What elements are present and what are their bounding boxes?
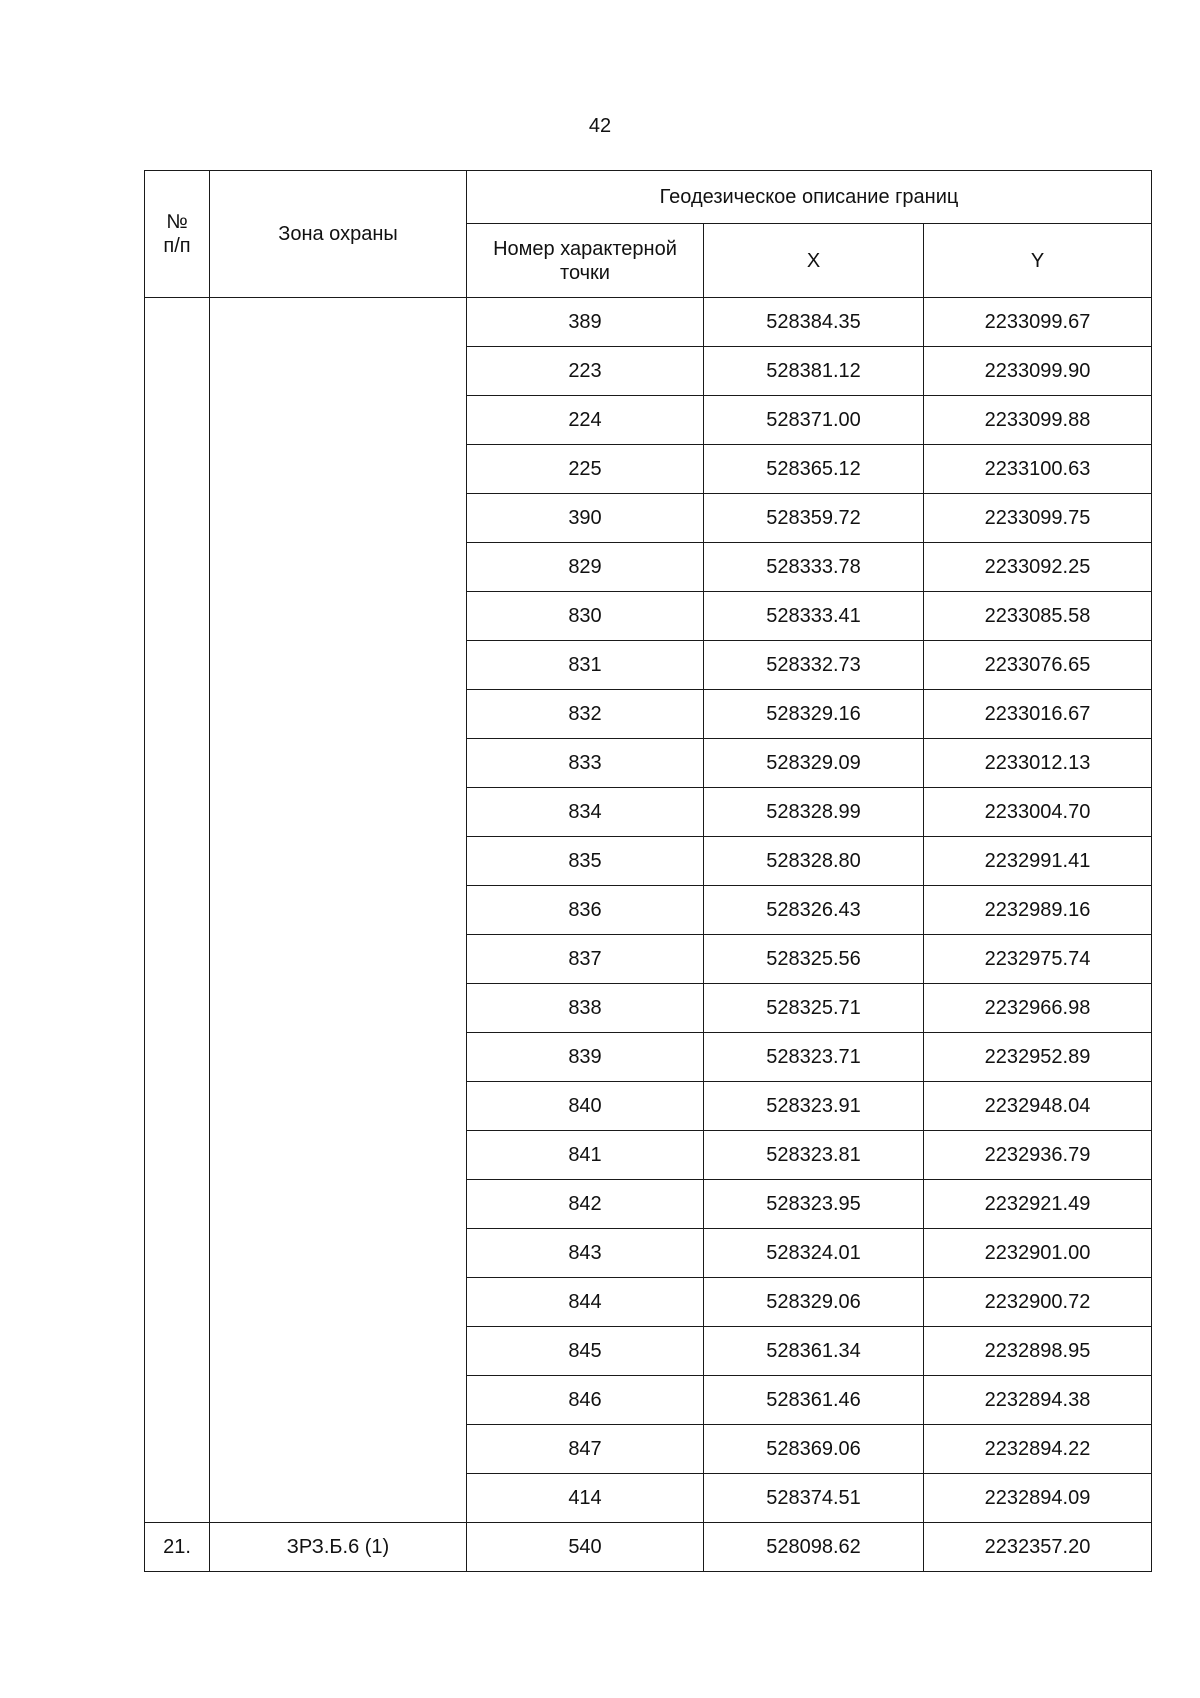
y-coordinate-cell: 2232936.79 xyxy=(924,1131,1152,1180)
point-number-cell: 843 xyxy=(467,1229,704,1278)
x-coordinate-cell: 528333.41 xyxy=(704,592,924,641)
y-coordinate-cell: 2232894.38 xyxy=(924,1376,1152,1425)
y-coordinate-cell: 2233012.13 xyxy=(924,739,1152,788)
header-y: Y xyxy=(924,224,1152,298)
y-coordinate-cell: 2232989.16 xyxy=(924,886,1152,935)
point-number-cell: 842 xyxy=(467,1180,704,1229)
x-coordinate-cell: 528098.62 xyxy=(704,1523,924,1572)
y-coordinate-cell: 2233099.90 xyxy=(924,347,1152,396)
header-point-number: Номер характерной точки xyxy=(467,224,704,298)
header-protection-zone: Зона охраны xyxy=(210,171,467,298)
y-coordinate-cell: 2233099.88 xyxy=(924,396,1152,445)
point-number-cell: 829 xyxy=(467,543,704,592)
x-coordinate-cell: 528329.09 xyxy=(704,739,924,788)
x-coordinate-cell: 528323.71 xyxy=(704,1033,924,1082)
y-coordinate-cell: 2232975.74 xyxy=(924,935,1152,984)
header-row-number: № п/п xyxy=(145,171,210,298)
y-coordinate-cell: 2233099.67 xyxy=(924,298,1152,347)
y-coordinate-cell: 2233004.70 xyxy=(924,788,1152,837)
y-coordinate-cell: 2232894.09 xyxy=(924,1474,1152,1523)
x-coordinate-cell: 528374.51 xyxy=(704,1474,924,1523)
table-body xyxy=(145,298,1152,1572)
y-coordinate-cell: 2232991.41 xyxy=(924,837,1152,886)
x-coordinate-cell: 528359.72 xyxy=(704,494,924,543)
point-number-cell: 841 xyxy=(467,1131,704,1180)
point-number-cell: 414 xyxy=(467,1474,704,1523)
x-coordinate-cell: 528329.16 xyxy=(704,690,924,739)
point-number-cell: 835 xyxy=(467,837,704,886)
point-number-cell: 224 xyxy=(467,396,704,445)
y-coordinate-cell: 2233092.25 xyxy=(924,543,1152,592)
y-coordinate-cell: 2233076.65 xyxy=(924,641,1152,690)
boundary-coordinates-table xyxy=(144,170,1152,1572)
x-coordinate-cell: 528361.46 xyxy=(704,1376,924,1425)
y-coordinate-cell: 2233099.75 xyxy=(924,494,1152,543)
x-coordinate-cell: 528361.34 xyxy=(704,1327,924,1376)
x-coordinate-cell: 528326.43 xyxy=(704,886,924,935)
page-number: 42 xyxy=(588,115,612,137)
point-number-cell: 223 xyxy=(467,347,704,396)
y-coordinate-cell: 2233085.58 xyxy=(924,592,1152,641)
point-number-cell: 836 xyxy=(467,886,704,935)
y-coordinate-cell: 2233100.63 xyxy=(924,445,1152,494)
y-coordinate-cell: 2232894.22 xyxy=(924,1425,1152,1474)
x-coordinate-cell: 528329.06 xyxy=(704,1278,924,1327)
x-coordinate-cell: 528365.12 xyxy=(704,445,924,494)
x-coordinate-cell: 528323.95 xyxy=(704,1180,924,1229)
point-number-cell: 390 xyxy=(467,494,704,543)
point-number-cell: 840 xyxy=(467,1082,704,1131)
point-number-cell: 844 xyxy=(467,1278,704,1327)
x-coordinate-cell: 528328.80 xyxy=(704,837,924,886)
protection-zone-cell: ЗРЗ.Б.6 (1) xyxy=(210,1523,467,1572)
point-number-cell: 833 xyxy=(467,739,704,788)
header-x: X xyxy=(704,224,924,298)
y-coordinate-cell: 2232921.49 xyxy=(924,1180,1152,1229)
table-row xyxy=(145,298,1152,347)
point-number-cell: 389 xyxy=(467,298,704,347)
point-number-cell: 540 xyxy=(467,1523,704,1572)
x-coordinate-cell: 528328.99 xyxy=(704,788,924,837)
y-coordinate-cell: 2233016.67 xyxy=(924,690,1152,739)
y-coordinate-cell: 2232952.89 xyxy=(924,1033,1152,1082)
row-number-cell xyxy=(145,298,210,1523)
y-coordinate-cell: 2232357.20 xyxy=(924,1523,1152,1572)
point-number-cell: 225 xyxy=(467,445,704,494)
table-header xyxy=(145,171,1152,298)
x-coordinate-cell: 528324.01 xyxy=(704,1229,924,1278)
point-number-cell: 834 xyxy=(467,788,704,837)
y-coordinate-cell: 2232901.00 xyxy=(924,1229,1152,1278)
header-geodetic-description: Геодезическое описание границ xyxy=(467,171,1152,224)
table-row xyxy=(145,1523,1152,1572)
x-coordinate-cell: 528325.56 xyxy=(704,935,924,984)
point-number-cell: 846 xyxy=(467,1376,704,1425)
x-coordinate-cell: 528371.00 xyxy=(704,396,924,445)
x-coordinate-cell: 528333.78 xyxy=(704,543,924,592)
x-coordinate-cell: 528381.12 xyxy=(704,347,924,396)
point-number-cell: 830 xyxy=(467,592,704,641)
row-number-cell: 21. xyxy=(145,1523,210,1572)
point-number-cell: 832 xyxy=(467,690,704,739)
x-coordinate-cell: 528323.81 xyxy=(704,1131,924,1180)
y-coordinate-cell: 2232900.72 xyxy=(924,1278,1152,1327)
x-coordinate-cell: 528325.71 xyxy=(704,984,924,1033)
protection-zone-cell xyxy=(210,298,467,1523)
point-number-cell: 838 xyxy=(467,984,704,1033)
point-number-cell: 845 xyxy=(467,1327,704,1376)
x-coordinate-cell: 528369.06 xyxy=(704,1425,924,1474)
x-coordinate-cell: 528384.35 xyxy=(704,298,924,347)
point-number-cell: 837 xyxy=(467,935,704,984)
y-coordinate-cell: 2232948.04 xyxy=(924,1082,1152,1131)
x-coordinate-cell: 528323.91 xyxy=(704,1082,924,1131)
point-number-cell: 839 xyxy=(467,1033,704,1082)
y-coordinate-cell: 2232898.95 xyxy=(924,1327,1152,1376)
y-coordinate-cell: 2232966.98 xyxy=(924,984,1152,1033)
x-coordinate-cell: 528332.73 xyxy=(704,641,924,690)
point-number-cell: 847 xyxy=(467,1425,704,1474)
point-number-cell: 831 xyxy=(467,641,704,690)
